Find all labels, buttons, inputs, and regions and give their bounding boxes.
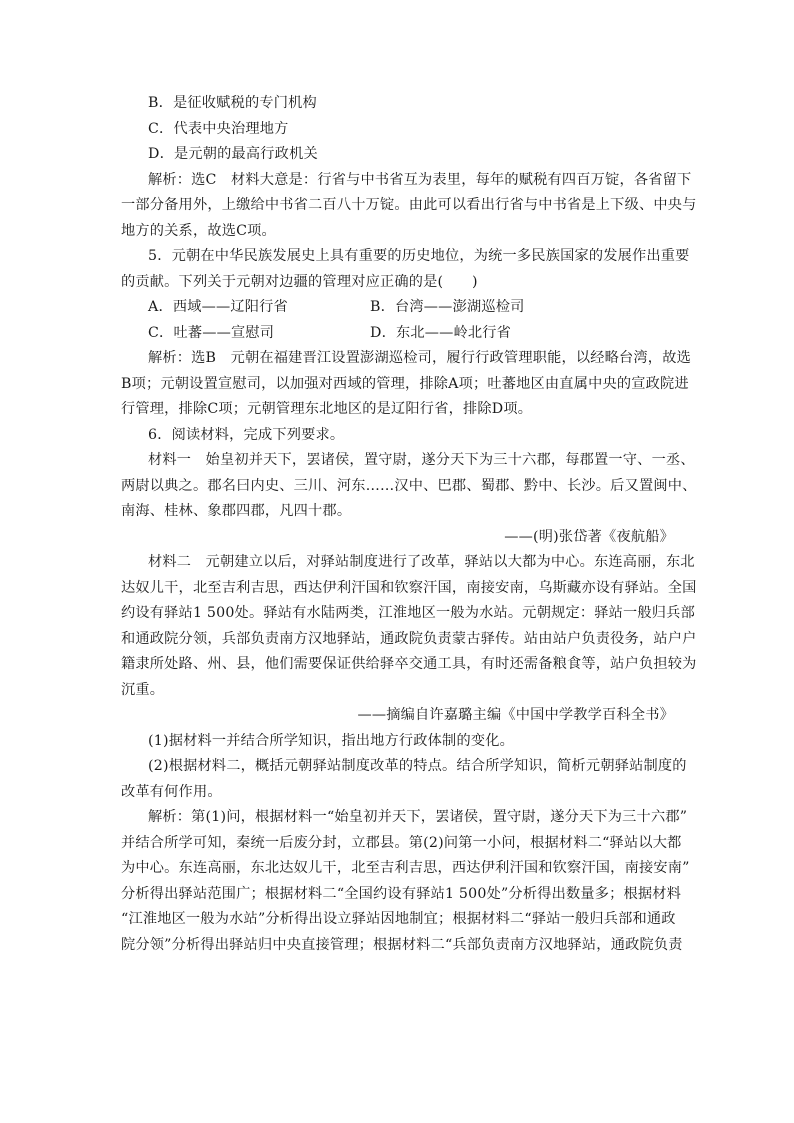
- option-d: D．东北——岭北行省: [370, 324, 512, 341]
- analysis-5-line: 解析：选B 元朝在福建晋江设置澎湖巡检司，履行行政管理职能，以经略台湾，故选: [148, 350, 691, 366]
- analysis-4-line: 解析：选C 材料大意是：行省与中书省互为表里，每年的赋税有四百万锭，各省留下: [148, 171, 692, 188]
- material-2-line: 沉重。: [121, 681, 165, 698]
- question-6-title: 6．阅读材料，完成下列要求。: [148, 426, 345, 443]
- material-2-line: 籍隶所处路、州、县，他们需要保证供给驿卒交通工具，有时还需备粮食等，站户负担较为: [121, 656, 697, 672]
- material-1-line: 两尉以典之。郡名曰内史、三川、河东……汉中、巴郡、蜀郡、黔中、长沙。后又置闽中、: [121, 477, 697, 494]
- analysis-4-line: 一部分备用外，上缴给中书省二百八十万锭。由此可以看出行省与中书省是上下级、中央与: [121, 197, 697, 213]
- question-6-part-1: (1)据材料一并结合所学知识，指出地方行政体制的变化。: [148, 732, 514, 749]
- material-1-line: 材料一 始皇初并天下，罢诸侯，置守尉，遂分天下为三十六郡，每郡置一守、一丞、: [148, 452, 695, 468]
- analysis-5-line: B项；元朝设置宣慰司，以加强对西域的管理，排除A项；吐蕃地区由直属中央的宣政院进: [121, 375, 689, 392]
- option-a: A．西域——辽阳行省: [148, 299, 288, 315]
- material-2-line: 材料二 元朝建立以后，对驿站制度进行了改革，驿站以大都为中心。东连高丽，东北: [148, 554, 695, 570]
- option-b-prev: B．是征收赋税的专门机构: [148, 95, 317, 111]
- material-2-line: 达奴儿干，北至吉利吉思，西达伊利汗国和钦察汗国，南接安南，乌斯藏亦设有驿站。全国: [121, 579, 697, 596]
- analysis-6-line: 解析：第(1)问，根据材料一“始皇初并天下，罢诸侯，置守尉，遂分天下为三十六郡”: [148, 809, 688, 825]
- material-1-source: ——(明)张岱著《夜航船》: [504, 528, 674, 545]
- question-5-stem: 的贡献。下列关于元朝对边疆的管理对应正确的是( ): [121, 273, 478, 290]
- question-6-part-2: 改革有何作用。: [121, 783, 222, 800]
- option-c-prev: C．代表中央治理地方: [148, 120, 289, 137]
- material-2-line: 约设有驿站1 500处。驿站有水陆两类，江淮地区一般为水站。元朝规定：驿站一般归兵部: [121, 605, 695, 621]
- analysis-6-line: 院分领”分析得出驿站归中央直接管理；根据材料二“兵部负责南方汉地驿站，通政院负责: [121, 936, 683, 953]
- analysis-6-line: 为中心。东连高丽，东北达奴儿干，北至吉利吉思，西达伊利汗国和钦察汗国，南接安南”: [121, 860, 690, 876]
- page-content: [121, 91, 697, 958]
- analysis-6-line: 并结合所学可知，秦统一后废分封，立郡县。第(2)问第一小问，根据材料二“驿站以大都: [121, 834, 682, 851]
- material-1-line: 南海、桂林、象郡四郡，凡四十郡。: [121, 503, 352, 519]
- analysis-4-line: 地方的关系，故选C项。: [121, 222, 276, 239]
- question-6-part-2: (2)根据材料二，概括元朝驿站制度改革的特点。结合所学知识，简析元朝驿站制度的: [148, 758, 687, 774]
- option-c: C．吐蕃——宣慰司: [148, 324, 275, 341]
- option-b: B．台湾——澎湖巡检司: [370, 299, 525, 315]
- question-5-stem: 5．元朝在中华民族发展史上具有重要的历史地位，为统一多民族国家的发展作出重要: [148, 248, 690, 264]
- analysis-6-line: “江淮地区一般为水站”分析得出设立驿站因地制宜；根据材料二“驿站一般归兵部和通政: [121, 911, 676, 927]
- question-5-options-row: [121, 321, 674, 347]
- option-d-prev: D．是元朝的最高行政机关: [148, 146, 318, 162]
- material-2-line: 和通政院分领，兵部负责南方汉地驿站，通政院负责蒙古驿传。站由站户负责役务，站户户: [121, 630, 697, 647]
- analysis-5-line: 行管理，排除C项；元朝管理东北地区的是辽阳行省，排除D项。: [121, 401, 533, 417]
- material-2-source: ——摘编自许嘉璐主编《中国中学教学百科全书》: [357, 707, 674, 723]
- question-5-options-row: [121, 295, 674, 321]
- analysis-6-line: 分析得出驿站范围广；根据材料二“全国约设有驿站1 500处”分析得出数量多；根据材料: [121, 885, 682, 902]
